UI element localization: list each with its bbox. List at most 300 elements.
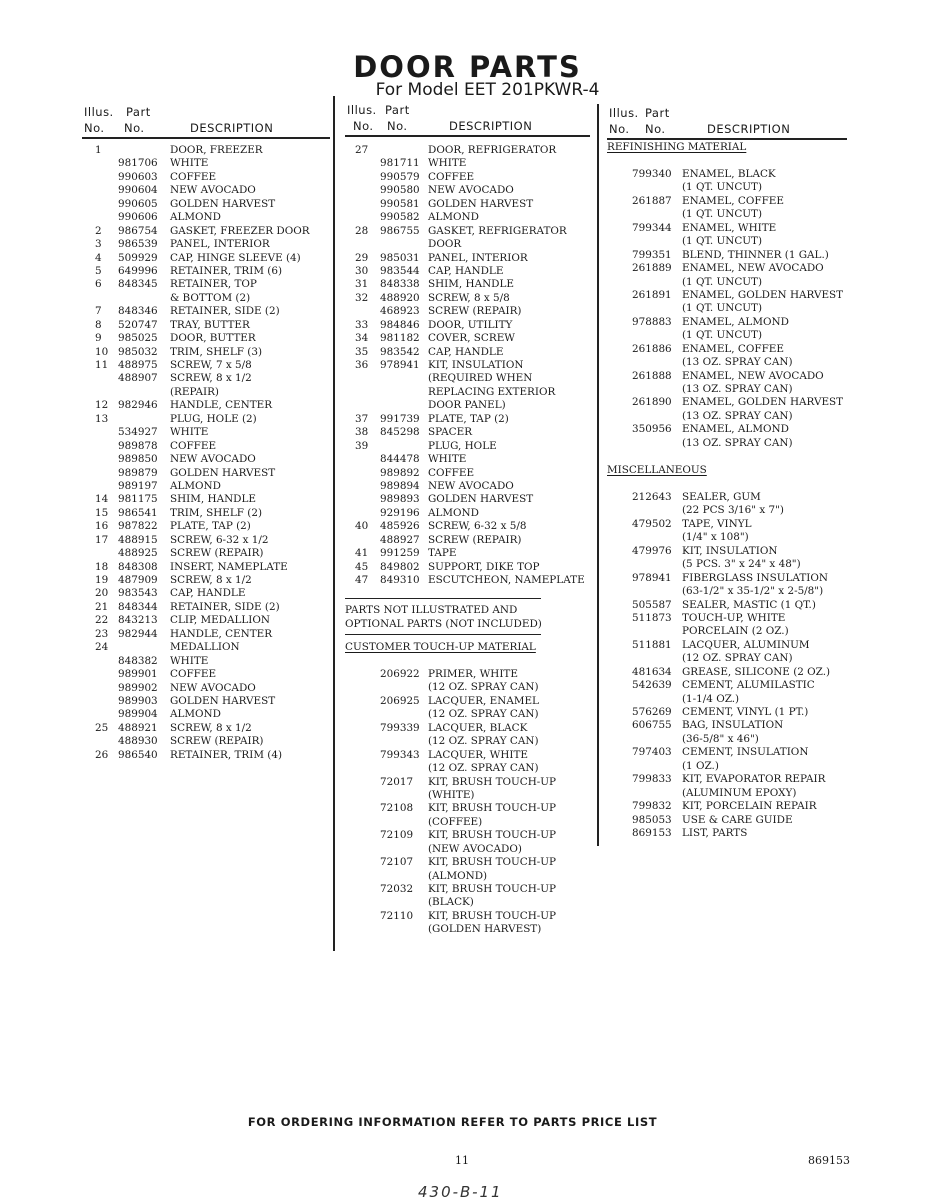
illus-number: 37	[355, 412, 369, 425]
description: (1 QT. UNCUT)	[682, 329, 763, 342]
table-row	[82, 157, 330, 170]
part-number: 990579	[380, 170, 420, 183]
notice-box	[345, 598, 541, 635]
description: DOOR, FREEZER	[170, 144, 263, 156]
header-illus: Illus.	[347, 103, 377, 117]
description: (NEW AVOCADO)	[428, 842, 522, 855]
part-number: 986540	[118, 748, 158, 761]
table-row	[345, 843, 590, 856]
part-number: 989850	[118, 453, 158, 466]
parts-list	[345, 144, 590, 587]
part-number: 261888	[632, 369, 672, 382]
description: ALMOND	[170, 708, 221, 721]
table-row	[607, 639, 847, 652]
table-row	[345, 171, 590, 184]
header-illus-no: No.	[609, 122, 630, 136]
table-row	[82, 372, 330, 385]
table-row	[345, 789, 590, 802]
part-number: 983543	[118, 587, 158, 600]
part-number: 986539	[118, 238, 158, 251]
table-row	[607, 181, 847, 194]
illus-number: 32	[355, 291, 369, 304]
part-number: 981182	[380, 332, 420, 345]
table-row	[345, 332, 590, 345]
table-row	[607, 531, 847, 544]
table-row	[82, 507, 330, 520]
description: RETAINER, TOP	[170, 278, 257, 291]
description: (22 PCS 3/16" x 7")	[682, 504, 784, 517]
table-row	[607, 410, 847, 423]
description: SCREW (REPAIR)	[428, 533, 522, 546]
table-row	[607, 666, 847, 679]
description: ALMOND	[170, 479, 221, 492]
description: WHITE	[170, 654, 209, 667]
description: ENAMEL, BLACK	[682, 168, 776, 180]
table-row	[607, 800, 847, 813]
part-number: 468923	[380, 305, 420, 318]
table-row	[82, 413, 330, 426]
part-number: 509929	[118, 251, 158, 264]
part-number: 488930	[118, 735, 158, 748]
description: TRIM, SHELF (3)	[170, 345, 262, 358]
description: LACQUER, ENAMEL	[428, 694, 539, 707]
part-number: 534927	[118, 426, 158, 439]
part-number: 848338	[380, 278, 420, 291]
description: GOLDEN HARVEST	[428, 197, 534, 210]
description: ENAMEL, NEW AVOCADO	[682, 262, 824, 275]
table-row	[82, 467, 330, 480]
table-row	[82, 184, 330, 197]
part-number: 843213	[118, 614, 158, 627]
description: ALMOND	[170, 211, 221, 224]
description: CAP, HANDLE	[428, 264, 504, 277]
part-number: 848345	[118, 278, 158, 291]
illus-number: 40	[355, 520, 369, 533]
description: NEW AVOCADO	[170, 681, 256, 694]
header-rule	[82, 137, 330, 139]
table-row	[607, 518, 847, 531]
part-number: 261887	[632, 194, 672, 207]
part-number: 978941	[380, 359, 420, 371]
table-row	[607, 195, 847, 208]
part-number: 799832	[632, 800, 672, 813]
description: KIT, INSULATION	[682, 544, 778, 557]
description: DOOR, UTILITY	[428, 318, 513, 331]
illus-number: 3	[95, 238, 102, 251]
table-row	[345, 413, 590, 426]
description: (12 OZ. SPRAY CAN)	[428, 735, 539, 748]
description: ENAMEL, ALMOND	[682, 423, 789, 436]
header-part-no: No.	[387, 119, 408, 133]
description: KIT, BRUSH TOUCH-UP	[428, 802, 557, 815]
description: ENAMEL, GOLDEN HARVEST	[682, 288, 844, 301]
description: PLUG, HOLE	[428, 439, 497, 452]
description: NEW AVOCADO	[170, 453, 256, 466]
table-row	[82, 601, 330, 614]
part-number: 261886	[632, 342, 672, 355]
description: SCREW, 8 x 1/2	[170, 721, 252, 734]
table-row	[607, 423, 847, 436]
page-number: 11	[455, 1154, 469, 1167]
illus-number: 36	[355, 359, 369, 371]
header-part: Part	[385, 103, 410, 117]
description: (REPAIR)	[170, 385, 219, 398]
table-row	[82, 265, 330, 278]
table-row	[82, 292, 330, 305]
description: COFFEE	[428, 170, 475, 183]
description: PORCELAIN (2 OZ.)	[682, 625, 789, 638]
table-row	[607, 437, 847, 450]
description: ENAMEL, GOLDEN HARVEST	[682, 396, 844, 409]
description: HANDLE, CENTER	[170, 399, 273, 412]
part-number: 989879	[118, 466, 158, 479]
part-number: 989893	[380, 493, 420, 506]
table-row	[607, 396, 847, 409]
header-part-no: No.	[645, 122, 666, 136]
table-row	[607, 222, 847, 235]
illus-number: 25	[95, 721, 109, 734]
table-row	[607, 733, 847, 746]
description: PRIMER, WHITE	[428, 668, 518, 680]
illus-number: 2	[95, 224, 102, 237]
description: SCREW (REPAIR)	[170, 735, 264, 748]
table-row	[82, 319, 330, 332]
table-row	[82, 574, 330, 587]
description: KIT, INSULATION	[428, 359, 524, 371]
table-row	[345, 211, 590, 224]
table-row	[345, 695, 590, 708]
table-row	[607, 302, 847, 315]
table-row	[345, 319, 590, 332]
description: COFFEE	[428, 466, 475, 479]
part-number: 212643	[632, 491, 672, 503]
part-number: 991259	[380, 547, 420, 560]
table-row	[345, 520, 590, 533]
table-row	[607, 787, 847, 800]
ordering-note: FOR ORDERING INFORMATION REFER TO PARTS PRICE LIST	[247, 1115, 658, 1129]
table-row	[607, 572, 847, 585]
table-row	[345, 399, 590, 412]
parts-list	[82, 144, 330, 762]
header-illus: Illus.	[609, 106, 639, 120]
description: KIT, BRUSH TOUCH-UP	[428, 775, 557, 788]
description: BAG, INSULATION	[682, 719, 784, 732]
table-row	[82, 453, 330, 466]
part-number: 985032	[118, 345, 158, 358]
part-number: 350956	[632, 423, 672, 436]
table-row	[345, 856, 590, 869]
description: BLEND, THINNER (1 GAL.)	[682, 248, 829, 261]
header-rule	[345, 135, 590, 137]
table-row	[82, 305, 330, 318]
illus-number: 31	[355, 278, 369, 291]
description: PLUG, HOLE (2)	[170, 412, 257, 425]
illus-number: 45	[355, 560, 369, 573]
part-number: 981711	[380, 157, 420, 170]
header-illus-no: No.	[84, 121, 105, 135]
table-row	[345, 735, 590, 748]
description: LIST, PARTS	[682, 826, 748, 839]
part-number: 206925	[380, 694, 420, 707]
section-heading-block	[607, 141, 746, 154]
description: DOOR	[428, 238, 462, 251]
illus-number: 19	[95, 574, 109, 586]
table-row	[345, 762, 590, 775]
part-number: 989904	[118, 708, 158, 721]
table-row	[82, 749, 330, 762]
section-heading: CUSTOMER TOUCH-UP MATERIAL	[345, 641, 536, 653]
description: SCREW, 8 x 1/2	[170, 372, 252, 385]
description: SCREW, 6-32 x 1/2	[170, 533, 269, 546]
description: LACQUER, ALUMINUM	[682, 638, 810, 651]
description: SUPPORT, DIKE TOP	[428, 560, 540, 573]
table-row	[607, 289, 847, 302]
table-row	[345, 278, 590, 291]
table-row	[607, 706, 847, 719]
description: & BOTTOM (2)	[170, 291, 251, 304]
part-number: 487909	[118, 574, 158, 586]
illus-number: 17	[95, 533, 109, 546]
description: GOLDEN HARVEST	[170, 466, 276, 479]
description: NEW AVOCADO	[428, 184, 514, 197]
description: ENAMEL, COFFEE	[682, 194, 784, 207]
part-number: 869153	[632, 826, 672, 839]
description: (BLACK)	[428, 896, 474, 909]
part-number: 989903	[118, 694, 158, 707]
header-description: DESCRIPTION	[707, 122, 791, 136]
description: SCREW, 8 x 1/2	[170, 574, 252, 586]
part-number: 985025	[118, 332, 158, 345]
table-row	[607, 370, 847, 383]
table-row	[82, 668, 330, 681]
description: (12 OZ. SPRAY CAN)	[428, 681, 539, 694]
part-number: 848308	[118, 560, 158, 573]
illus-number: 28	[355, 224, 369, 237]
description: GREASE, SILICONE (2 OZ.)	[682, 665, 831, 678]
part-number: 799340	[632, 168, 672, 180]
illus-number: 21	[95, 600, 109, 613]
table-row	[607, 276, 847, 289]
part-number: 978941	[632, 571, 672, 584]
description: (63-1/2" x 35-1/2" x 2-5/8")	[682, 585, 824, 598]
table-row	[607, 343, 847, 356]
table-row	[345, 426, 590, 439]
table-row	[607, 625, 847, 638]
part-number: 978883	[632, 315, 672, 328]
illus-number: 33	[355, 318, 369, 331]
description: INSERT, NAMEPLATE	[170, 560, 288, 573]
part-number: 799343	[380, 748, 420, 761]
table-row	[82, 520, 330, 533]
parts-list	[607, 168, 847, 450]
table-row	[607, 693, 847, 706]
part-number: 989902	[118, 681, 158, 694]
part-number: 72032	[380, 883, 414, 895]
description: COFFEE	[170, 170, 217, 183]
part-number: 989901	[118, 668, 158, 681]
table-row	[607, 262, 847, 275]
part-number: 72017	[380, 775, 414, 788]
header-part: Part	[126, 105, 151, 119]
table-row	[345, 480, 590, 493]
illus-number: 9	[95, 332, 102, 345]
illus-number: 7	[95, 305, 102, 318]
part-number: 986754	[118, 224, 158, 237]
illus-number: 15	[95, 506, 109, 519]
table-row	[82, 682, 330, 695]
description: (13 OZ. SPRAY CAN)	[682, 383, 793, 395]
part-number: 845298	[380, 426, 420, 439]
table-row	[82, 198, 330, 211]
table-row	[82, 534, 330, 547]
illus-number: 22	[95, 614, 109, 627]
column-divider	[597, 104, 599, 846]
section-heading-block	[345, 641, 536, 654]
description: (1/4" x 108")	[682, 531, 749, 544]
description: SHIM, HANDLE	[170, 493, 257, 506]
description: REPLACING EXTERIOR	[428, 385, 556, 398]
illus-number: 41	[355, 547, 369, 560]
description: SCREW, 8 x 5/8	[428, 291, 510, 304]
part-number: 844478	[380, 453, 420, 466]
part-number: 985031	[380, 251, 420, 264]
table-row	[607, 827, 847, 840]
description: RETAINER, TRIM (6)	[170, 264, 283, 277]
illus-number: 11	[95, 359, 109, 371]
table-row	[345, 910, 590, 923]
description: NEW AVOCADO	[428, 479, 514, 492]
part-number: 990581	[380, 197, 420, 210]
description: ENAMEL, NEW AVOCADO	[682, 369, 824, 382]
illus-number: 4	[95, 251, 102, 264]
description: PLATE, TAP (2)	[428, 412, 509, 425]
table-row	[607, 504, 847, 517]
description: FIBERGLASS INSULATION	[682, 571, 828, 584]
header-part-no: No.	[124, 121, 145, 135]
table-row	[345, 346, 590, 359]
table-row	[345, 467, 590, 480]
table-row	[82, 144, 330, 157]
table-row	[607, 773, 847, 786]
description: RETAINER, TRIM (4)	[170, 748, 283, 761]
description: (36-5/8" x 46")	[682, 732, 759, 745]
table-row	[607, 491, 847, 504]
description: GASKET, REFRIGERATOR	[428, 224, 567, 237]
table-row	[82, 346, 330, 359]
description: MEDALLION	[170, 641, 240, 654]
part-number: 488915	[118, 533, 158, 546]
table-row	[82, 225, 330, 238]
part-number: 990605	[118, 197, 158, 210]
model-subtitle: For Model EET 201PKWR-4	[375, 80, 600, 100]
table-row	[607, 746, 847, 759]
table-row	[82, 386, 330, 399]
part-number: 799339	[380, 721, 420, 734]
table-row	[345, 681, 590, 694]
part-number: 206922	[380, 668, 420, 680]
part-number: 481634	[632, 665, 672, 678]
part-number: 797403	[632, 746, 672, 759]
part-number: 989197	[118, 479, 158, 492]
description: KIT, BRUSH TOUCH-UP	[428, 856, 557, 869]
part-number: 987822	[118, 520, 158, 533]
description: SEALER, MASTIC (1 QT.)	[682, 598, 816, 611]
part-number: 479502	[632, 517, 672, 530]
part-number: 983542	[380, 345, 420, 358]
table-row	[82, 480, 330, 493]
table-row	[345, 883, 590, 896]
description: PLATE, TAP (2)	[170, 520, 251, 533]
illus-number: 8	[95, 318, 102, 331]
description: WHITE	[170, 426, 209, 439]
table-row	[82, 238, 330, 251]
description: (COFFEE)	[428, 815, 483, 828]
part-number: 849802	[380, 560, 420, 573]
header-description: DESCRIPTION	[190, 121, 274, 135]
table-row	[607, 719, 847, 732]
description: NEW AVOCADO	[170, 184, 256, 197]
description: LACQUER, WHITE	[428, 748, 529, 761]
table-row	[345, 507, 590, 520]
description: (1-1/4 OZ.)	[682, 692, 740, 705]
description: SPACER	[428, 426, 473, 439]
header-description: DESCRIPTION	[449, 119, 533, 133]
description: LACQUER, BLACK	[428, 721, 528, 734]
table-row	[82, 426, 330, 439]
description: CLIP, MEDALLION	[170, 614, 271, 627]
table-row	[82, 735, 330, 748]
part-number: 488925	[118, 547, 158, 560]
description: TAPE, VINYL	[682, 517, 752, 530]
table-row	[607, 235, 847, 248]
description: CEMENT, VINYL (1 PT.)	[682, 706, 809, 718]
part-number: 989892	[380, 466, 420, 479]
table-row	[345, 708, 590, 721]
part-number: 479976	[632, 544, 672, 557]
description: COVER, SCREW	[428, 332, 515, 345]
description: WHITE	[170, 157, 209, 170]
description: (1 OZ.)	[682, 759, 719, 772]
description: SHIM, HANDLE	[428, 278, 515, 291]
part-number: 990606	[118, 211, 158, 224]
description: (13 OZ. SPRAY CAN)	[682, 356, 793, 369]
illus-number: 18	[95, 560, 109, 573]
table-row	[345, 225, 590, 238]
illus-number: 20	[95, 587, 109, 600]
notice-line: PARTS NOT ILLUSTRATED AND	[345, 604, 518, 616]
description: SCREW, 7 x 5/8	[170, 359, 252, 371]
description: (12 OZ. SPRAY CAN)	[428, 762, 539, 775]
part-number: 990603	[118, 170, 158, 183]
table-row	[82, 359, 330, 372]
part-number: 261890	[632, 396, 672, 409]
table-row	[345, 561, 590, 574]
description: (1 QT. UNCUT)	[682, 208, 763, 221]
description: ALMOND	[428, 506, 479, 519]
description: KIT, EVAPORATOR REPAIR	[682, 773, 826, 786]
part-number: 990604	[118, 184, 158, 197]
table-row	[345, 238, 590, 251]
part-number: 985053	[632, 813, 672, 826]
table-row	[607, 208, 847, 221]
part-number: 261889	[632, 262, 672, 275]
description: GOLDEN HARVEST	[428, 493, 534, 506]
description: SCREW (REPAIR)	[170, 547, 264, 560]
table-row	[82, 722, 330, 735]
description: KIT, PORCELAIN REPAIR	[682, 800, 817, 813]
part-number: 990582	[380, 211, 420, 224]
table-row	[82, 708, 330, 721]
